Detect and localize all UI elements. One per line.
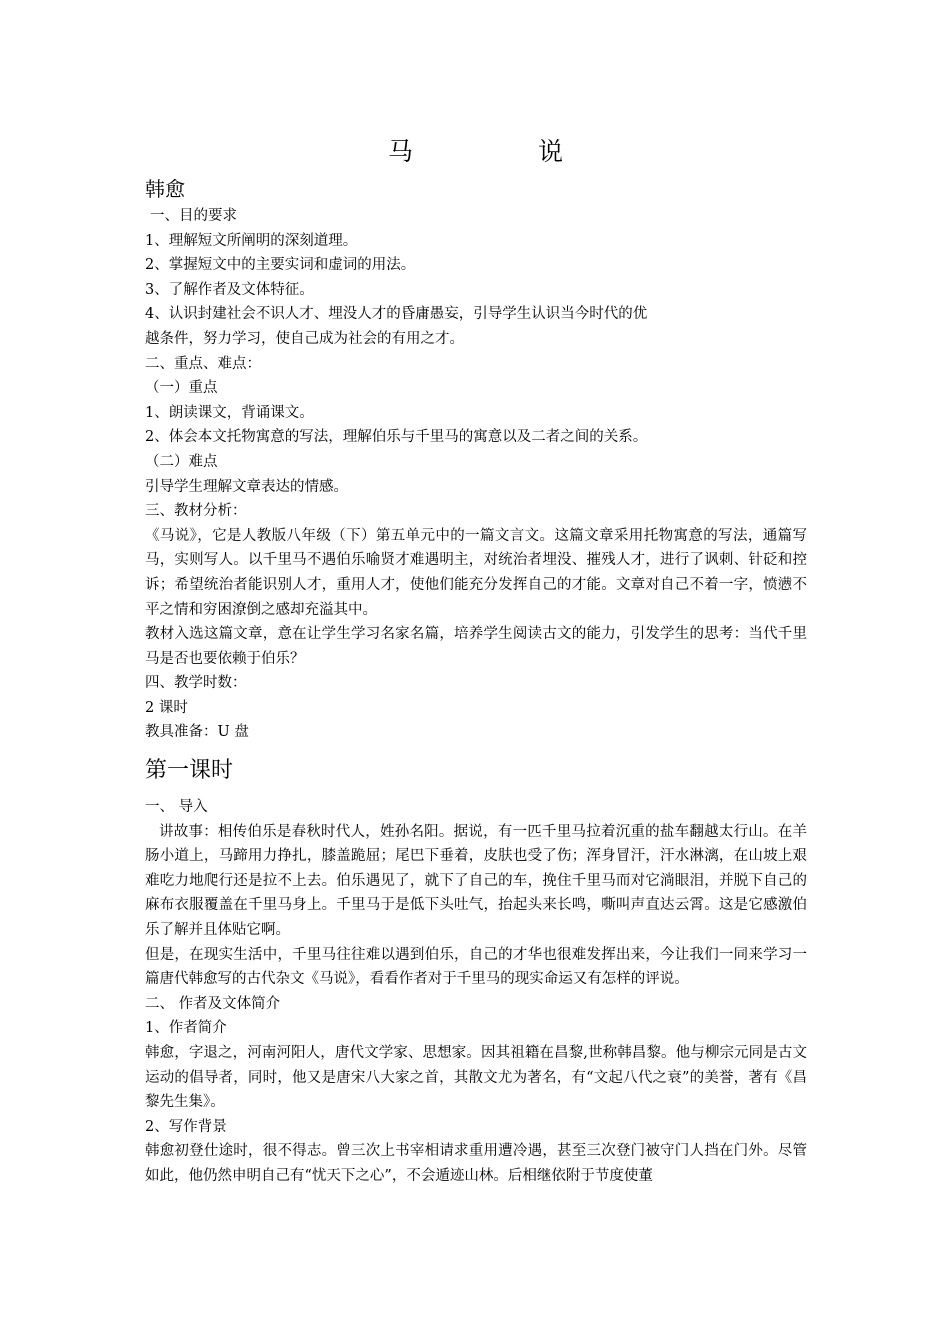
author-intro-paragraph: 韩愈，字退之，河南河阳人，唐代文学家、思想家。因其祖籍在昌黎,世称韩昌黎。他与柳宗元同是古文运动的倡导者，同时，他又是唐宋八大家之首，其散文尤为著名，有“文起八代之衰”的美誉，著有《昌黎先生集》。 xyxy=(145,1045,807,1111)
key-points-subheading: （一）重点 xyxy=(145,380,218,397)
key-point-item: 1、朗读课文，背诵课文。 xyxy=(145,404,314,421)
tools-text: 教具准备：U 盘 xyxy=(145,724,249,741)
analysis-paragraph: 教材入选这篇文章，意在让学生学习名家名篇，培养学生阅读古文的能力，引发学生的思考：当代千里马是否也要依赖于伯乐？ xyxy=(145,626,807,667)
lesson-heading: 第一课时 xyxy=(145,758,234,784)
background-heading: 2、写作背景 xyxy=(145,1118,227,1135)
analysis-heading: 三、教材分析： xyxy=(145,503,247,520)
intro-heading: 一、 导入 xyxy=(145,799,208,816)
objective-item: 2、掌握短文中的主要实词和虚词的用法。 xyxy=(145,257,416,274)
difficulty-subheading: （二）难点 xyxy=(145,453,218,470)
author-intro-heading: 1、作者简介 xyxy=(145,1020,227,1037)
hours-value: 2 课时 xyxy=(145,699,188,716)
title-char-1: 马 xyxy=(388,137,414,166)
difficulty-text: 引导学生理解文章表达的情感。 xyxy=(145,478,348,495)
background-paragraph: 韩愈初登仕途时，很不得志。曾三次上书宰相请求重用遭冷遇，甚至三次登门被守门人挡在门外。尽管如此，他仍然申明自己有“忧天下之心”，不会遁迹山林。后相继依附于节度使董 xyxy=(145,1143,807,1184)
key-point-item: 2、体会本文托物寓意的写法，理解伯乐与千里马的寓意以及二者之间的关系。 xyxy=(145,429,648,446)
objective-item: 3、了解作者及文体特征。 xyxy=(145,281,314,298)
objectives-heading: 一、目的要求 xyxy=(150,208,237,224)
intro-paragraph: 讲故事：相传伯乐是春秋时代人，姓孙名阳。据说，有一匹千里马拉着沉重的盐车翻越太行山。在羊肠小道上，马蹄用力挣扎，膝盖跪屈；尾巴下垂着，皮肤也受了伤；浑身冒汗，汗水淋漓，在山坡上艰难吃力地爬行还是拉不上去。伯乐遇见了，就下了自己的车，挽住千里马而对它淌眼泪，并脱下自己的麻布衣服覆盖在千里马身上。千里马于是低下头吐气，抬起头来长鸣，嘶叫声直达云霄。这是它感激伯乐了解并且体贴它啊。 xyxy=(145,823,807,939)
hours-heading: 四、教学时数： xyxy=(145,675,247,692)
objective-item: 越条件，努力学习，使自己成为社会的有用之才。 xyxy=(145,330,464,347)
title-char-2: 说 xyxy=(538,137,564,166)
document-page xyxy=(145,128,807,1189)
analysis-paragraph: 《马说》，它是人教版八年级（下）第五单元中的一篇文言文。这篇文章采用托物寓意的写法，通篇写马，实则写人。以千里马不遇伯乐喻贤才难遇明主，对统治者埋没、摧残人才，进行了讽刺、针砭和控诉；希望统治者能识别人才，重用人才，使他们能充分发挥自己的才能。文章对自己不着一字，愤懑不平之情和穷困潦倒之感却充溢其中。 xyxy=(145,527,807,618)
objective-item: 1、理解短文所阐明的深刻道理。 xyxy=(145,232,358,249)
author-section-heading: 二、 作者及文体简介 xyxy=(145,995,281,1012)
intro-paragraph: 但是，在现实生活中，千里马往往难以遇到伯乐，自己的才华也很难发挥出来，今让我们一同来学习一篇唐代韩愈写的古代杂文《马说》，看看作者对于千里马的现实命运又有怎样的评说。 xyxy=(145,946,807,988)
document-title xyxy=(145,128,807,176)
author-name: 韩愈 xyxy=(145,177,185,201)
objective-item: 4、认识封建社会不识人才、埋没人才的昏庸愚妄，引导学生认识当今时代的优 xyxy=(145,306,648,323)
key-points-heading: 二、重点、难点： xyxy=(145,355,261,372)
